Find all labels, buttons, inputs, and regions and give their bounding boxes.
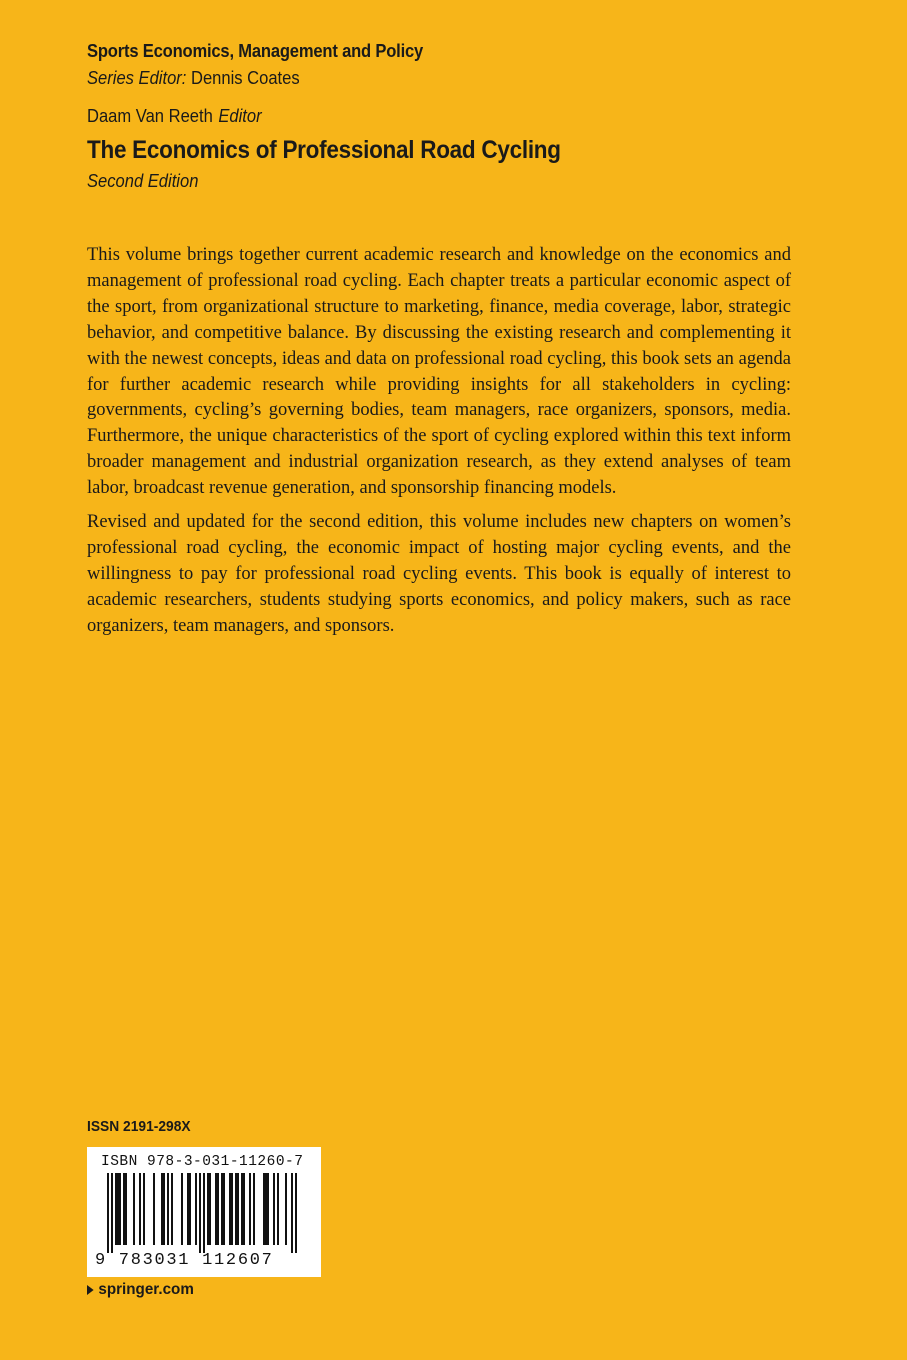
barcode-bar [133, 1173, 135, 1245]
barcode-bar [231, 1173, 233, 1245]
blurb-paragraph-1: This volume brings together current academic research and knowledge on the economics and management of professional road cycling. Each chapter treats a particular economic aspect of the sport, from organizational structure to marketing, finance, media coverage, labor, strategic behavior, and competitive balance. By discussing the existing research and complementing it with the newest concepts, ideas and data on professional road cycling, this book sets an agenda for further academic research while providing insights for all stakeholders in cycling: governments, cycling’s governing bodies, team managers, race organizers, sponsors, media. Furthermore, the unique characteristics of the sport of cycling explored within this text inform broader management and industrial organization research, as they extend analyses of team labor, broadcast revenue generation, and sponsorship financing models. [87, 245, 791, 499]
barcode-bars [99, 1173, 309, 1253]
barcode-bar [119, 1173, 121, 1245]
barcode-bar [125, 1173, 127, 1245]
barcode-bar [209, 1173, 211, 1245]
barcode-bar [273, 1173, 275, 1245]
barcode-bar [207, 1173, 209, 1245]
barcode-bar [237, 1173, 239, 1245]
barcode-bar [139, 1173, 141, 1245]
barcode-bar [277, 1173, 279, 1245]
book-editor-role: Editor [218, 106, 262, 126]
barcode-bar [243, 1173, 245, 1245]
barcode-bar [291, 1173, 293, 1253]
barcode-bar [267, 1173, 269, 1245]
barcode-bar [171, 1173, 173, 1245]
arrow-right-icon [87, 1285, 94, 1295]
barcode-bar [107, 1173, 109, 1253]
book-editor [87, 106, 262, 127]
barcode-bar [187, 1173, 189, 1245]
blurb [87, 243, 791, 648]
barcode-bar [199, 1173, 201, 1253]
book-edition: Second Edition [87, 171, 199, 191]
book-title: The Economics of Professional Road Cycling [87, 136, 561, 164]
publisher-url: springer.com [98, 1281, 194, 1298]
barcode-bar [229, 1173, 231, 1245]
barcode-bar [117, 1173, 119, 1245]
barcode-bar [217, 1173, 219, 1245]
barcode-bar [123, 1173, 125, 1245]
barcode-bar [181, 1173, 183, 1245]
barcode-bar [241, 1173, 243, 1245]
barcode-digits: 9 783031 112607 [95, 1251, 274, 1270]
barcode-bar [263, 1173, 265, 1245]
book-editor-name: Daam Van Reeth [87, 106, 213, 126]
barcode-bar [295, 1173, 297, 1253]
series-title: Sports Economics, Management and Policy [87, 41, 424, 61]
series-editor [87, 68, 300, 89]
series-editor-label: Series Editor: [87, 68, 187, 88]
barcode-bar [115, 1173, 117, 1245]
issn: ISSN 2191-298X [87, 1118, 191, 1135]
barcode-bar [223, 1173, 225, 1245]
barcode-bar [167, 1173, 169, 1245]
barcode-bar [285, 1173, 287, 1245]
blurb-paragraph-2: Revised and updated for the second edition, this volume includes new chapters on women’s professional road cycling, the economic impact of hosting major cycling events, and the willingness to pay for professional road cycling events. This book is equally of interest to academic researchers, students studying sports economics, and policy makers, such as race organizers, team managers, and sponsors. [87, 512, 791, 636]
barcode-bar [215, 1173, 217, 1245]
publisher-link[interactable] [87, 1281, 194, 1299]
barcode-bar [189, 1173, 191, 1245]
barcode-bar [203, 1173, 205, 1253]
barcode-bar [195, 1173, 197, 1245]
barcode-bar [235, 1173, 237, 1245]
barcode-bar [253, 1173, 255, 1245]
barcode-bar [161, 1173, 163, 1245]
isbn-barcode [87, 1147, 321, 1277]
barcode-bar [163, 1173, 165, 1245]
isbn-text: ISBN 978-3-031-11260-7 [101, 1154, 304, 1170]
barcode-bar [143, 1173, 145, 1245]
series-editor-name: Dennis Coates [191, 68, 300, 88]
barcode-bar [111, 1173, 113, 1253]
barcode-bar [265, 1173, 267, 1245]
barcode-bar [153, 1173, 155, 1245]
barcode-bar [249, 1173, 251, 1245]
barcode-bar [221, 1173, 223, 1245]
